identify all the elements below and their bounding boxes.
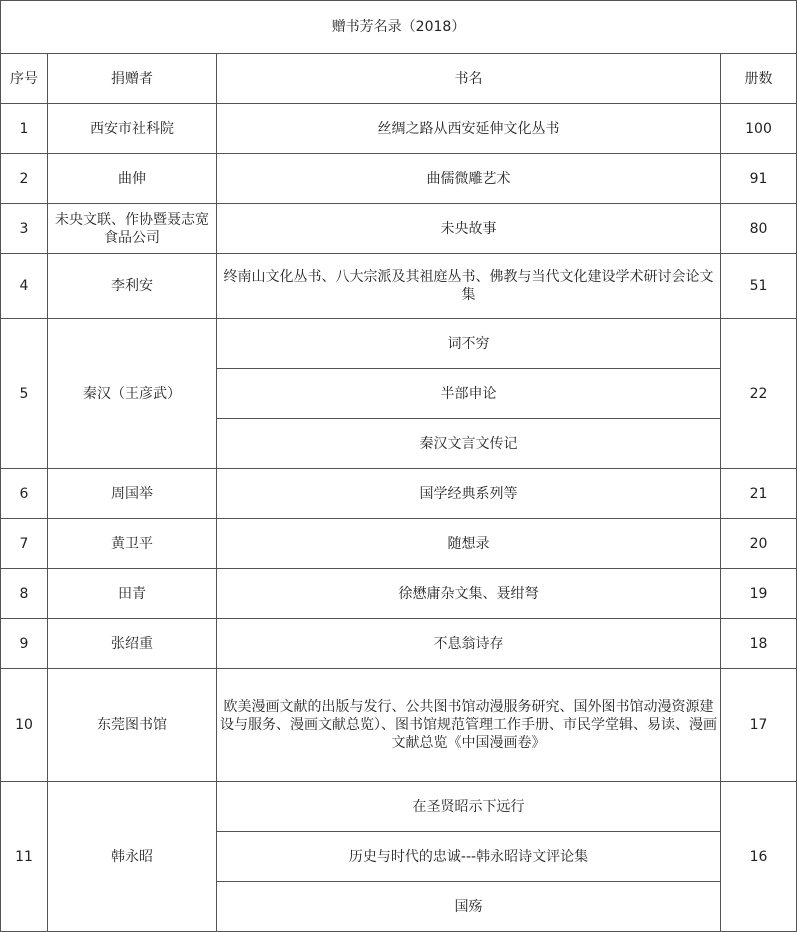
- row-book: 未央故事: [217, 204, 721, 254]
- row-donor: 韩永昭: [48, 782, 217, 932]
- row-donor: 黄卫平: [48, 519, 217, 569]
- row-index: 10: [1, 669, 48, 782]
- row-donor: 东莞图书馆: [48, 669, 217, 782]
- row-book: 国殇: [217, 882, 721, 932]
- table-row: [1, 319, 797, 369]
- row-book: 历史与时代的忠诚---韩永昭诗文评论集: [217, 832, 721, 882]
- table-row: [1, 619, 797, 669]
- row-book: 在圣贤昭示下远行: [217, 782, 721, 832]
- table-row: [1, 519, 797, 569]
- table-row: [1, 569, 797, 619]
- row-count: 51: [721, 254, 797, 319]
- row-book: 徐懋庸杂文集、聂绀弩: [217, 569, 721, 619]
- header-row: [1, 54, 797, 104]
- table-row: [1, 154, 797, 204]
- row-count: 22: [721, 319, 797, 469]
- table-row: [1, 782, 797, 832]
- row-book: 词不穷: [217, 319, 721, 369]
- table-title: 赠书芳名录（2018）: [1, 1, 797, 54]
- row-index: 9: [1, 619, 48, 669]
- row-index: 5: [1, 319, 48, 469]
- table-row: [1, 204, 797, 254]
- row-index: 1: [1, 104, 48, 154]
- row-index: 6: [1, 469, 48, 519]
- table-row: [1, 669, 797, 782]
- row-donor: 曲伸: [48, 154, 217, 204]
- row-book: 丝绸之路从西安延伸文化丛书: [217, 104, 721, 154]
- header-count: 册数: [721, 54, 797, 104]
- row-index: 4: [1, 254, 48, 319]
- row-index: 7: [1, 519, 48, 569]
- row-index: 3: [1, 204, 48, 254]
- row-count: 100: [721, 104, 797, 154]
- header-index: 序号: [1, 54, 48, 104]
- row-count: 19: [721, 569, 797, 619]
- row-donor: 周国举: [48, 469, 217, 519]
- row-count: 91: [721, 154, 797, 204]
- row-donor: 秦汉（王彦武）: [48, 319, 217, 469]
- table-row: [1, 104, 797, 154]
- row-count: 80: [721, 204, 797, 254]
- row-count: 18: [721, 619, 797, 669]
- row-book: 不息翁诗存: [217, 619, 721, 669]
- row-donor: 田青: [48, 569, 217, 619]
- row-count: 16: [721, 782, 797, 932]
- row-count: 20: [721, 519, 797, 569]
- row-book: 秦汉文言文传记: [217, 419, 721, 469]
- row-count: 21: [721, 469, 797, 519]
- row-index: 8: [1, 569, 48, 619]
- row-donor: 西安市社科院: [48, 104, 217, 154]
- row-book: 半部申论: [217, 369, 721, 419]
- header-book: 书名: [217, 54, 721, 104]
- title-row: [1, 1, 797, 54]
- row-book: 曲儒微雕艺术: [217, 154, 721, 204]
- row-book: 随想录: [217, 519, 721, 569]
- row-donor: 未央文联、作协暨聂志宽食品公司: [48, 204, 217, 254]
- row-book: 欧美漫画文献的出版与发行、公共图书馆动漫服务研究、国外图书馆动漫资源建设与服务、漫画文献总览）、图书馆规范管理工作手册、市民学堂辑、易读、漫画文献总览《中国漫画卷》: [217, 669, 721, 782]
- row-index: 11: [1, 782, 48, 932]
- row-index: 2: [1, 154, 48, 204]
- header-donor: 捐赠者: [48, 54, 217, 104]
- row-donor: 李利安: [48, 254, 217, 319]
- table-row: [1, 254, 797, 319]
- row-book: 国学经典系列等: [217, 469, 721, 519]
- row-book: 终南山文化丛书、八大宗派及其祖庭丛书、佛教与当代文化建设学术研讨会论文集: [217, 254, 721, 319]
- row-donor: 张绍重: [48, 619, 217, 669]
- table-row: [1, 469, 797, 519]
- row-count: 17: [721, 669, 797, 782]
